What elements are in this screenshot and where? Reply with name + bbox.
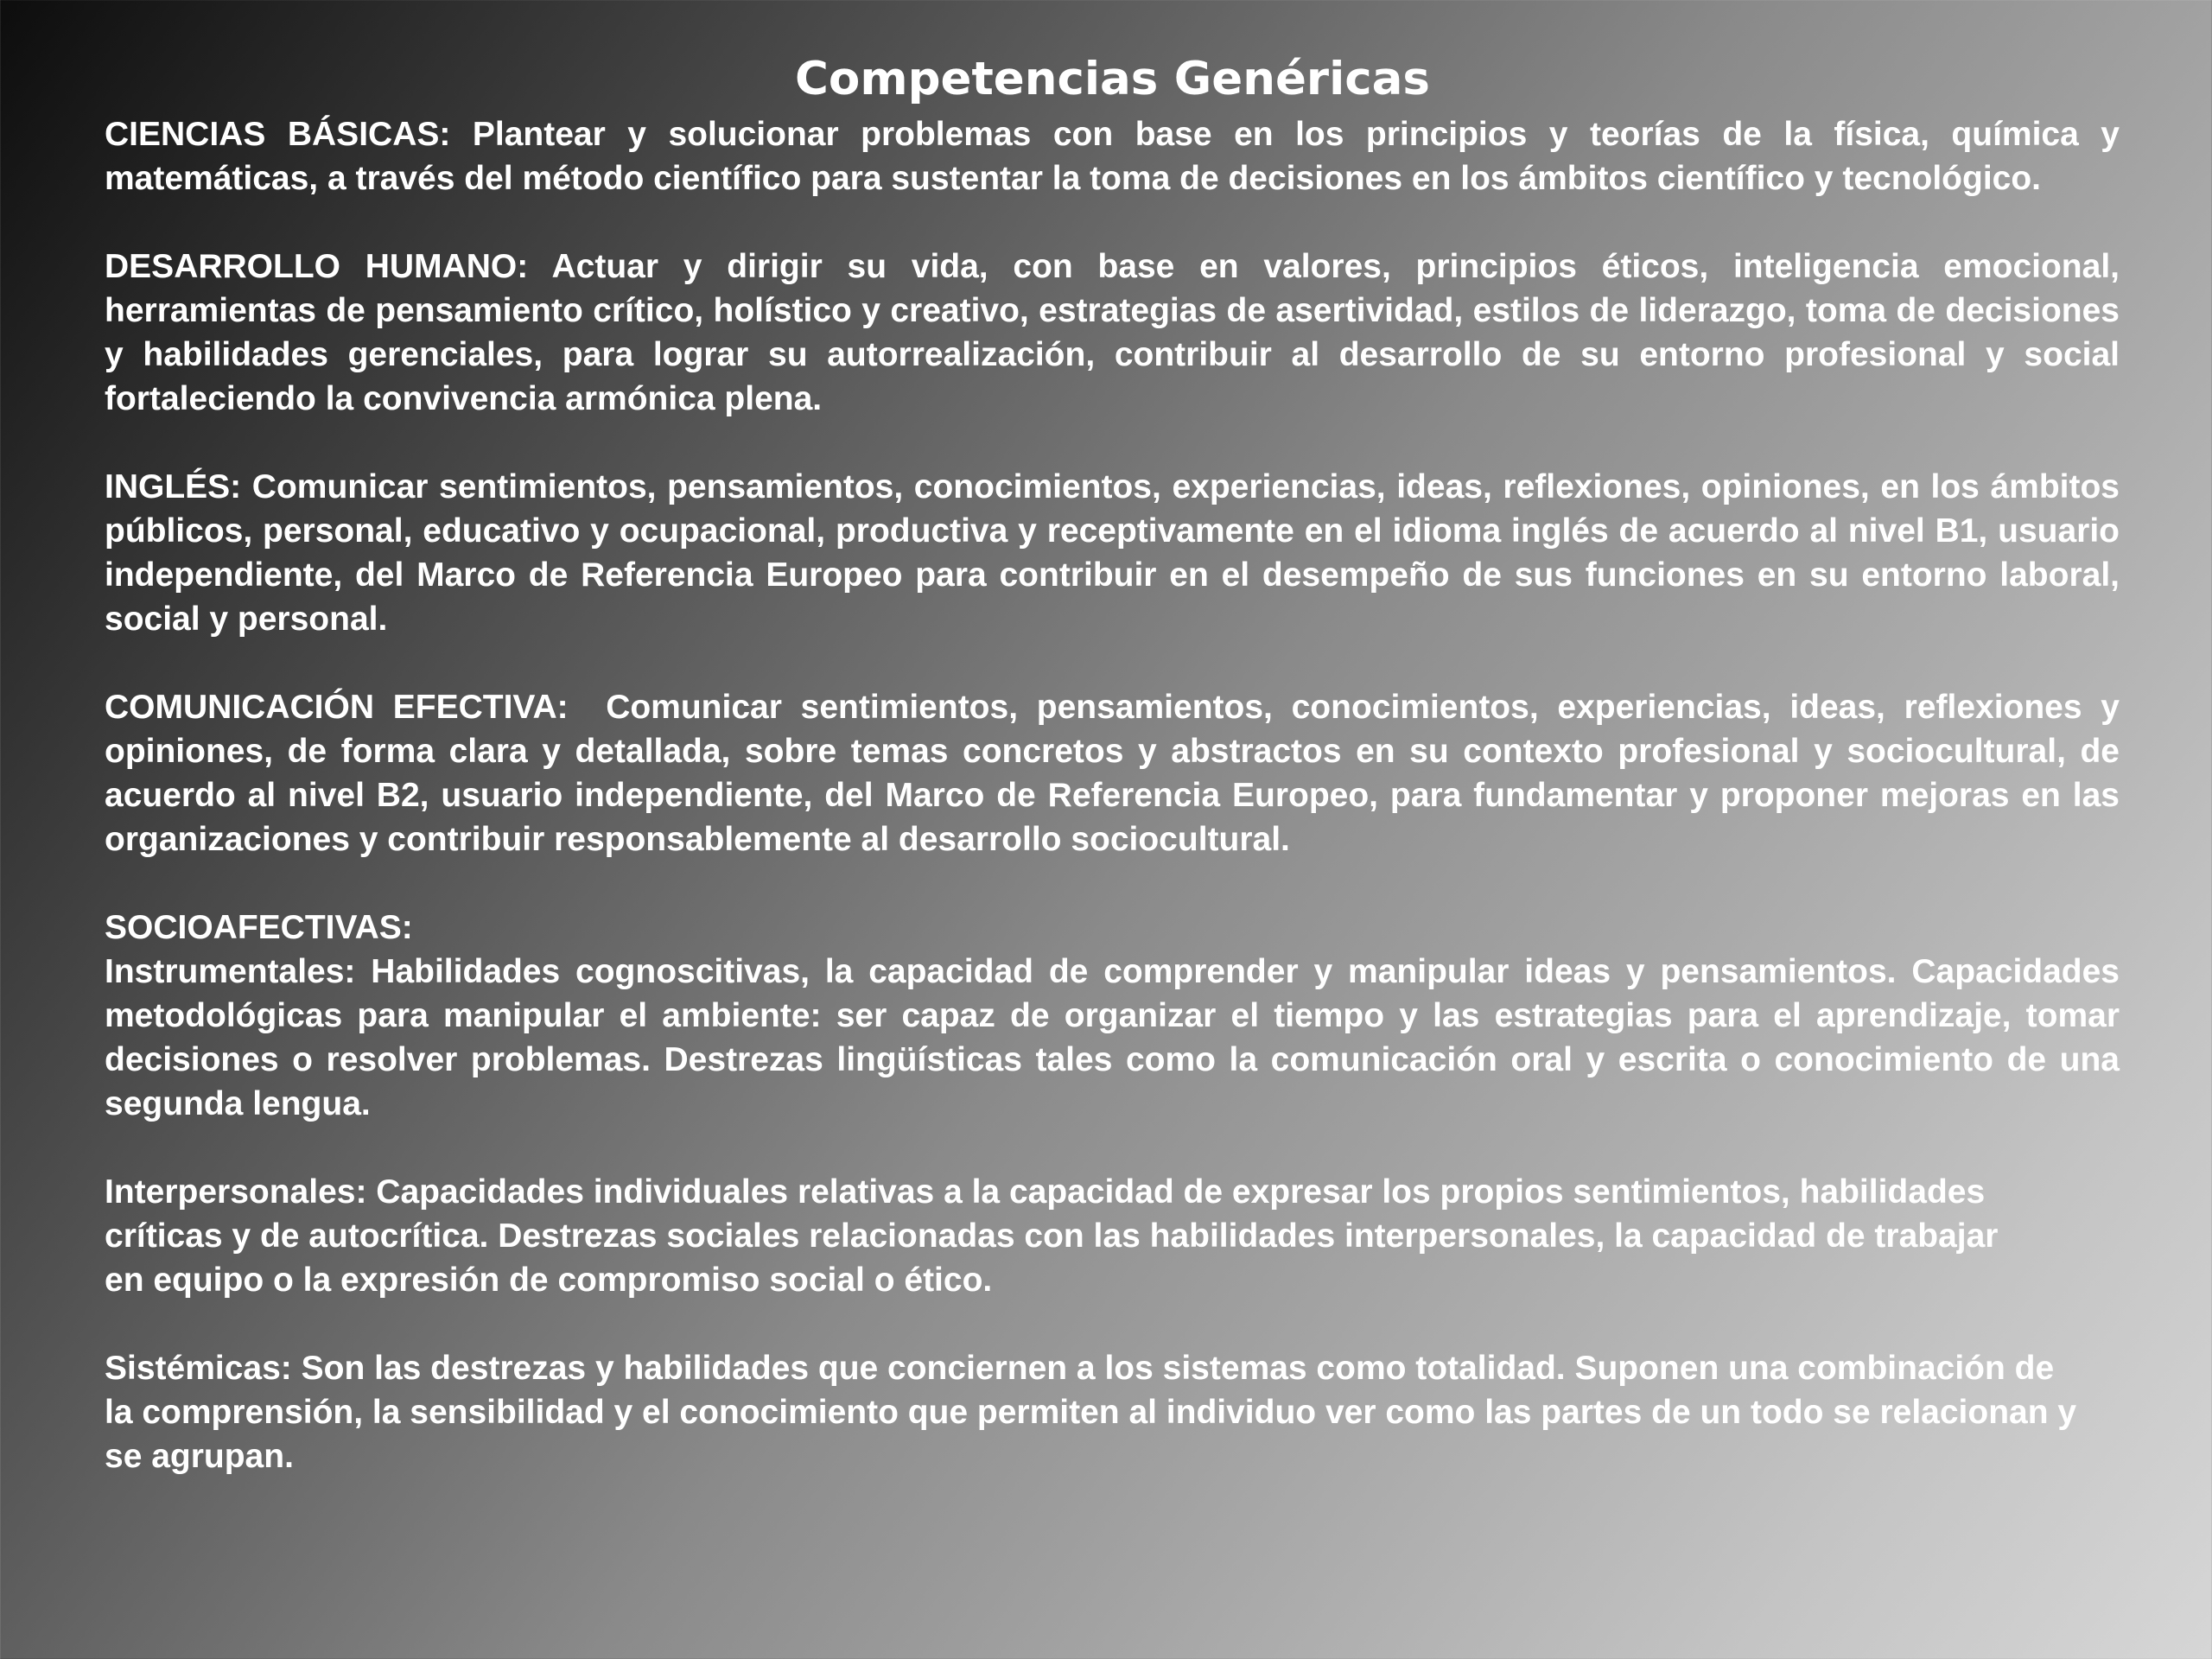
term-ingles: INGLÉS: [105,468,242,505]
term-ciencias-basicas: CIENCIAS BÁSICAS: [105,116,451,153]
paragraph-desarrollo-humano [105,245,2120,421]
paragraph-interpersonales [105,1170,2120,1302]
text-instrumentales: Habilidades cognoscitivas, la capacidad de comprender y manipular ideas y pensamientos. Capacidades metodológicas para manipular el ambiente: ser capaz de organizar el tiempo y las estrategias para el aprendizaje, tomar decisiones o resolver problemas. Destrezas lingüísticas tales como la comunicación oral y escrita o conocimiento de una segunda lengua. [105,953,2120,1122]
text-ciencias-basicas: Plantear y solucionar problemas con base en los principios y teorías de la física, química y matemáticas, a través del método científico para sustentar la toma de decisiones en los ámbitos científico y tecnológico. [105,116,2120,197]
slide-title: Competencias Genéricas [795,53,1430,105]
text-comunicacion-efectiva: Comunicar sentimientos, pensamientos, conocimientos, experiencias, ideas, reflexiones y opiniones, de forma clara y detallada, sobre temas concretos y abstractos en su contexto profesional y sociocultural, de acuerdo al nivel B2, usuario independiente, del Marco de Referencia Europeo, para fundamentar y proponer mejoras en las organizaciones y contribuir responsablemente al desarrollo sociocultural. [105,689,2129,858]
paragraph-ingles [105,465,2120,641]
text-sistemicas: Son las destrezas y habilidades que conciernen a los sistemas como totalidad. Suponen una combinación de la comprensión, la sensibilidad y el conocimiento que permiten al individuo ver como las partes de un todo se relacionan y se agrupan. [105,1350,2077,1475]
text-desarrollo-humano: Actuar y dirigir su vida, con base en valores, principios éticos, inteligencia emocional, herramientas de pensamiento crítico, holístico y creativo, estrategias de asertividad, estilos de liderazgo, toma de decisiones y habilidades gerenciales, para lograr su autorrealización, contribuir al desarrollo de su entorno profesional y social fortaleciendo la convivencia armónica plena. [105,248,2120,417]
slide-body [105,112,2129,1478]
heading-socioafectivas: SOCIOAFECTIVAS: [105,909,413,946]
paragraph-ciencias-basicas [105,112,2120,200]
paragraph-sistemicas [105,1346,2120,1478]
term-sistemicas: Sistémicas: [105,1350,292,1387]
paragraph-comunicacion-efectiva [105,685,2129,861]
term-desarrollo-humano: DESARROLLO HUMANO: [105,248,529,285]
paragraph-instrumentales [105,950,2120,1126]
term-instrumentales: Instrumentales: [105,953,356,990]
term-comunicacion-efectiva: COMUNICACIÓN EFECTIVA: [105,689,569,726]
term-interpersonales: Interpersonales: [105,1173,367,1211]
text-ingles: Comunicar sentimientos, pensamientos, conocimientos, experiencias, ideas, reflexiones, opiniones, en los ámbitos públicos, personal, educativo y ocupacional, productiva y receptivamente en el idioma inglés de acuerdo al nivel B1, usuario independiente, del Marco de Referencia Europeo para contribuir en el desempeño de sus funciones en su entorno laboral, social y personal. [105,468,2120,638]
text-interpersonales: Capacidades individuales relativas a la capacidad de expresar los propios sentimientos, habilidades críticas y de autocrítica. Destrezas sociales relacionadas con las habilidades interpersonales, la capacidad de trabajar en equipo o la expresión de compromiso social o ético. [105,1173,1999,1299]
